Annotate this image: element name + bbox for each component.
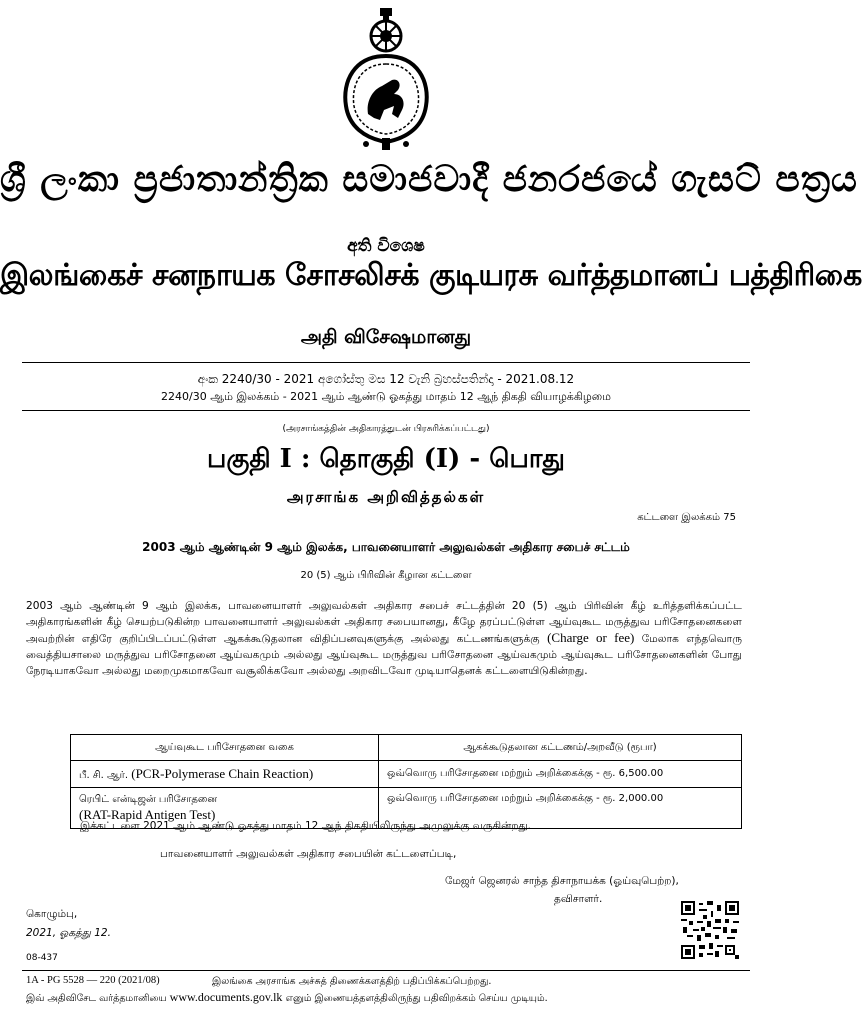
footer-web-url[interactable]: www.documents.gov.lk bbox=[169, 990, 283, 1004]
order-paragraph bbox=[26, 598, 742, 679]
signatory-name: மேஜர் ஜெனரல் சாந்த திசாநாயக்க (ஓய்வுபெற்ற), bbox=[445, 875, 679, 887]
test-name-english: (RAT-Rapid Antigen Test) bbox=[79, 807, 216, 822]
footer-press-note: இலங்கை அரசாங்க அச்சுத் திணைக்களத்திற் பதிப்பிக்கப்பெற்றது. bbox=[212, 976, 492, 987]
footer-web-note bbox=[26, 990, 548, 1005]
reference-code: 08-437 bbox=[26, 953, 58, 963]
date: 2021, ஓகத்து 12. bbox=[26, 927, 111, 939]
footer-web-part1: இவ் அதிவிசேட வர்த்தமானியை bbox=[26, 993, 167, 1004]
header-test-type: ஆய்வுகூட பரிசோதனை வகை bbox=[71, 735, 379, 761]
gazette-title-sinhala: ශ්‍රී ලංකා ප්‍රජාතාන්ත්‍රික සමාජවාදී ජනරජයේ ගැසට් පත්‍රය bbox=[0, 158, 858, 200]
footer-code: 1A - PG 5528 — 220 (2021/08) bbox=[26, 975, 160, 986]
test-name-english: (PCR-Polymerase Chain Reaction) bbox=[131, 766, 314, 781]
test-fee: ஒவ்வொரு பரிசோதனை மற்றும் அறிக்கைக்கு - ரூ. 2,000.00 bbox=[379, 788, 742, 829]
extraordinary-tamil: அதி விசேஷமானது bbox=[300, 326, 472, 348]
qr-code-icon bbox=[681, 901, 739, 959]
effect-line: இக்கட்டளை 2021 ஆம் ஆண்டு ஓகத்து மாதம் 12 ஆந் திகதியிலிருந்து அமுலுக்கு வருகின்றது. bbox=[80, 820, 531, 832]
fee-table bbox=[70, 734, 742, 829]
act-title: 2003 ஆம் ஆண்டின் 9 ஆம் இலக்க, பாவனையாளர் அலுவல்கள் அதிகார சபைச் சட்டம் bbox=[142, 540, 630, 554]
footer-divider bbox=[22, 970, 750, 971]
divider bbox=[22, 410, 750, 411]
test-fee: ஒவ்வொரு பரிசோதனை மற்றும் அறிக்கைக்கு - ரூ. 6,500.00 bbox=[379, 761, 742, 788]
issue-line-sinhala: අංක 2240/30 - 2021 අගෝස්තු මස 12 වැනි බ්‍රහස්පතින්දා - 2021.08.12 bbox=[197, 372, 575, 386]
section-line: 20 (5) ஆம் பிரிவின் கீழான கட்டளை bbox=[300, 570, 472, 581]
board-order: பாவனையாளர் அலுவல்கள் அதிகார சபையின் கட்டளைப்படி, bbox=[160, 848, 457, 860]
issue-line-tamil: 2240/30 ஆம் இலக்கம் - 2021 ஆம் ஆண்டு ஓகத்து மாதம் 12 ஆந் திகதி வியாழக்கிழமை bbox=[161, 390, 611, 403]
table-header-row bbox=[71, 735, 742, 761]
paragraph-part2: மேலாக எந்தவொரு வைத்தியசாலை மருத்துவ பரிசோதனை ஆய்வகமும் அல்லது ஆய்வுகூட மருத்துவ பரிசோதனை ஆய்வகமும் ஆய்வுகூட பரிசோதனைகளின் போது நேரடியாகவோ அல்லது மறைமுகமாகவோ வசூலிக்கவோ அல்லது அறவிடவோ முடியாதெனக் கட்டளையிடுகின்றது. bbox=[26, 633, 743, 678]
paragraph-english: (Charge or fee) bbox=[547, 630, 635, 646]
table-row bbox=[71, 761, 742, 788]
gazette-title-tamil: இலங்கைச் சனநாயக சோசலிசக் குடியரசு வர்த்தமானப் பத்திரிகை bbox=[0, 258, 862, 293]
footer-web-part2: எனும் இணையத்தளத்திலிருந்து பதிவிறக்கம் செய்ய முடியும். bbox=[285, 993, 548, 1004]
sri-lanka-emblem-icon bbox=[336, 6, 436, 152]
notices-heading: அரசாங்க அறிவித்தல்கள் bbox=[286, 488, 486, 506]
paragraph-part1: 2003 ஆம் ஆண்டின் 9 ஆம் இலக்க, பாவனையாளர் அலுவல்கள் அதிகார சபைச் சட்டத்தின் 20 (5) ஆம் பிரிவின் கீழ் உரித்தளிக்கப்பட்ட அதிகாரங்களின் கீழ் செயற்படுகின்ற பாவனையாளர் அலுவல்கள் அதிகார சபையானது, கீழே தரப்பட்டுள்ள ஆய்வுகூட மருத்துவ பரிசோதனைகளை அவற்றின் எதிரே குறிப்பிடப்பட்டுள்ள ஆகக்கூடுதலான விதிப்பனவுகளுக்கு அல்லது கட்டணங்களுக்கு bbox=[26, 600, 742, 646]
signatory-title: தவிசாளர். bbox=[554, 893, 603, 905]
publication-note: (அரசாங்கத்தின் அதிகாரத்துடன் பிரசுரிக்கப்பட்டது) bbox=[282, 424, 490, 434]
test-name bbox=[71, 761, 379, 788]
extraordinary-sinhala: අති විශෙෂ bbox=[347, 236, 425, 256]
place: கொழும்பு, bbox=[26, 908, 78, 920]
header-max-fee: ஆகக்கூடுதலான கட்டணம்/அறவீடு (ரூபா) bbox=[379, 735, 742, 761]
divider bbox=[22, 362, 750, 363]
order-number: கட்டளை இலக்கம் 75 bbox=[637, 512, 736, 523]
test-name-tamil: ரெபிட் என்டிஜன் பரிசோதனை bbox=[79, 794, 218, 805]
part-title: பகுதி I : தொகுதி (I) - பொது bbox=[207, 444, 565, 474]
test-name-tamil: பீ. சி. ஆர். bbox=[79, 770, 129, 781]
